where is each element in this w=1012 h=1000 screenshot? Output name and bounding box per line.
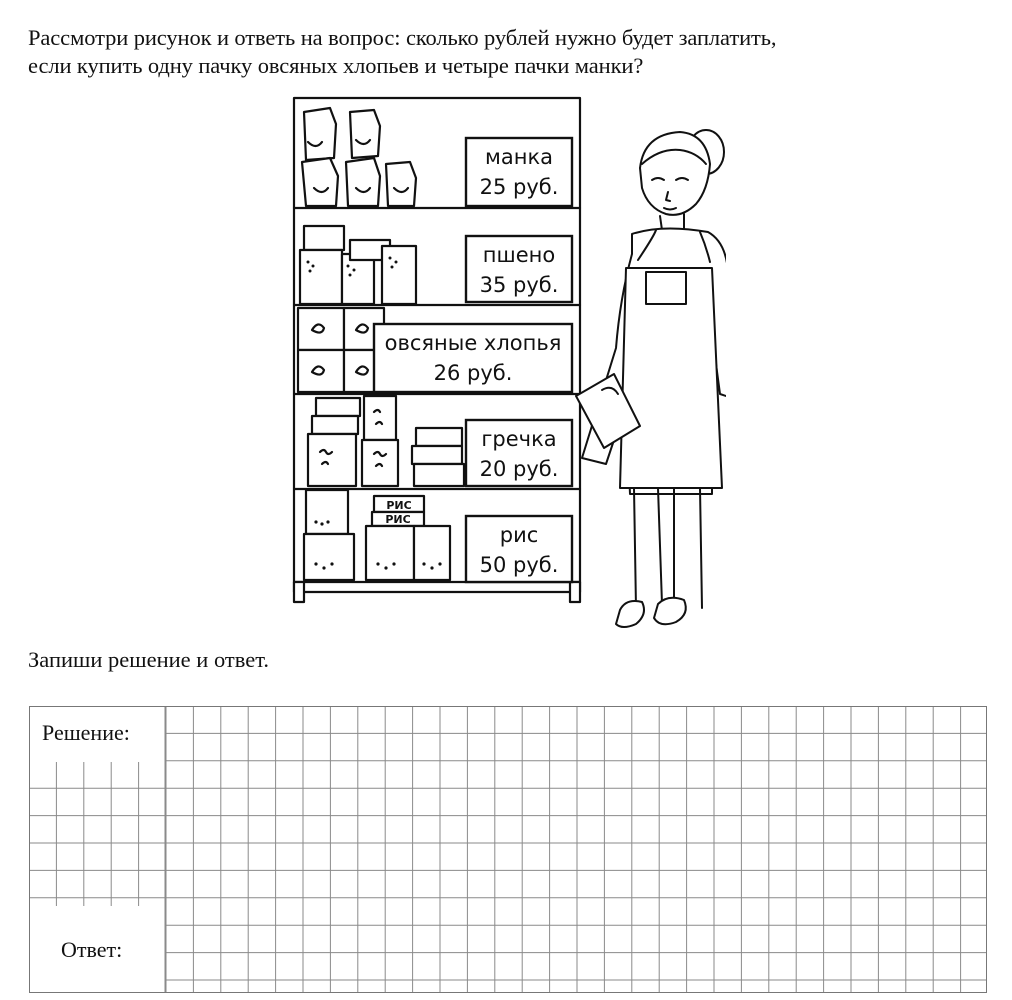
- rice-price: 50 руб.: [479, 553, 559, 577]
- question-line-2: если купить одну пачку овсяных хлопьев и четыре пачки манки?: [28, 53, 644, 78]
- grid-border: [30, 707, 987, 993]
- shop-illustration: [286, 94, 726, 636]
- instruction-text: Запиши решение и ответ.: [28, 647, 269, 672]
- oats-name: овсяные хлопья: [384, 331, 562, 355]
- shop-assistant-figure: [576, 130, 726, 627]
- rice-box-label-1: РИС: [386, 499, 412, 512]
- semolina-price: 25 руб.: [479, 175, 559, 199]
- rice-name: рис: [499, 523, 539, 547]
- rice-box-label-2: РИС: [385, 513, 411, 526]
- answer-label: Ответ:: [61, 937, 123, 962]
- semolina-name: манка: [485, 145, 553, 169]
- question-line-1: Рассмотри рисунок и ответь на вопрос: сколько рублей нужно будет заплатить,: [28, 25, 777, 50]
- oats-price: 26 руб.: [433, 361, 513, 385]
- answer-grid[interactable]: [29, 706, 987, 993]
- solution-label: Решение:: [42, 720, 130, 745]
- millet-name: пшено: [482, 243, 556, 267]
- buckwheat-name: гречка: [481, 427, 557, 451]
- grid-lines: [29, 706, 987, 993]
- millet-price: 35 руб.: [479, 273, 559, 297]
- buckwheat-price: 20 руб.: [479, 457, 559, 481]
- question-text: [28, 24, 998, 80]
- oat-packages: [298, 308, 384, 392]
